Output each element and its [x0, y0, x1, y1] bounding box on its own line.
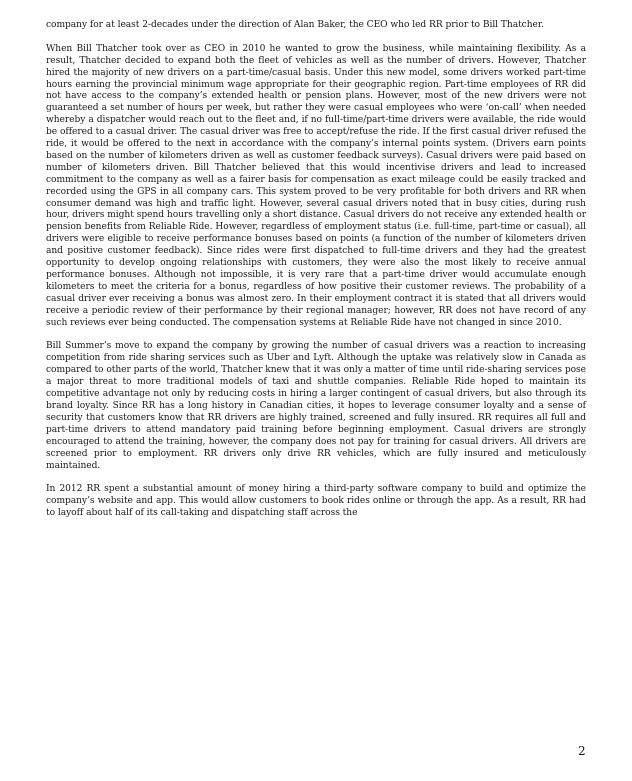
document-page — [46, 20, 586, 532]
paragraph-software-investment: In 2012 RR spent a substantial amount of money hiring a third-party software company to build and optimize the company’s website and app. This would allow customers to book rides online or through the app. As a result, RR had to layoff about half of its call-taking and dispatching staff across the — [46, 484, 586, 519]
paragraph-intro-continuation: company for at least 2-decades under the direction of Alan Baker, the CEO who led RR prior to Bill Thatcher. — [46, 20, 544, 30]
page-number: 2 — [578, 744, 586, 758]
paragraph-casual-drivers-competition: Bill Summer’s move to expand the company by growing the number of casual drivers was a reaction to increasing competition from ride sharing services such as Uber and Lyft. Although the uptake was relatively slow in Canada as compared to other parts of the world, Thatcher knew that it was only a matter of time until ride-sharing services pose a major threat to more traditional models of taxi and shuttle companies. Reliable Ride hoped to maintain its competitive advantage not only by reducing costs in hiring a larger contingent of casual drivers, but also through its brand loyalty. Since RR has a long history in Canadian cities, it hopes to leverage consumer loyalty and a sense of security that customers know that RR drivers are highly trained, screened and fully insured. RR requires all full and part-time drivers to attend mandatory paid training before beginning employment. Casual drivers are strongly encouraged to attend the training, however, the company does not pay for training for casual drivers. All drivers are screened prior to employment. RR drivers only drive RR vehicles, which are fully insured and meticulously maintained. — [46, 341, 586, 471]
paragraph-thatcher-expansion: When Bill Thatcher took over as CEO in 2010 he wanted to grow the business, while maintaining flexibility. As a result, Thatcher decided to expand both the fleet of vehicles as well as the number of drivers. However, Thatcher hired the majority of new drivers on a part-time/casual basis. Under this new model, some drivers worked part-time hours earning the provincial minimum wage appropriate for their geographic region. Part-time employees of RR did not have access to the company’s extended health or pension plans. However, most of the new drivers were not guaranteed a set number of hours per week, but rather they were casual employees who were ‘on-call’ when needed whereby a dispatcher would reach out to the fleet and, if no full-time/part-time drivers were available, the ride would be offered to a casual driver. The casual driver was free to accept/refuse the ride. If the first casual driver refused the ride, it would be offered to the next in accordance with the company’s internal points system. (Drivers earn points based on the number of kilometers driven as well as customer feedback surveys). Casual drivers were paid based on number of kilometers driven. Bill Thatcher believed that this would incentivise drivers and lead to increased commitment to the company as well as a fairer basis for compensation as exact mileage could be easily tracked and recorded using the GPS in all company cars. This system proved to be very profitable for both drivers and RR when consumer demand was high and traffic light. However, several casual drivers noted that in busy cities, during rush hour, drivers might spend hours travelling only a short distance. Casual drivers do not receive any extended health or pension benefits from Reliable Ride. However, regardless of employment status (i.e. full-time, part-time or casual), all drivers were eligible to receive performance bonuses based on points (a function of the number of kilometers driven and positive customer feedback). Since rides were first dispatched to full-time drivers and they had the greatest opportunity to develop ongoing relationships with customers, they were also the most likely to receive annual performance bonuses. Although not impossible, it is very rare that a part-time driver would accumulate enough kilometers to meet the criteria for a bonus, regardless of how positive their customer reviews. The probability of a casual driver ever receiving a bonus was almost zero. In their employment contract it is stated that all drivers would receive a periodic review of their performance by their regional manager; however, RR does not have record of any such reviews ever being conducted. The compensation systems at Reliable Ride have not changed in since 2010. — [46, 43, 586, 328]
